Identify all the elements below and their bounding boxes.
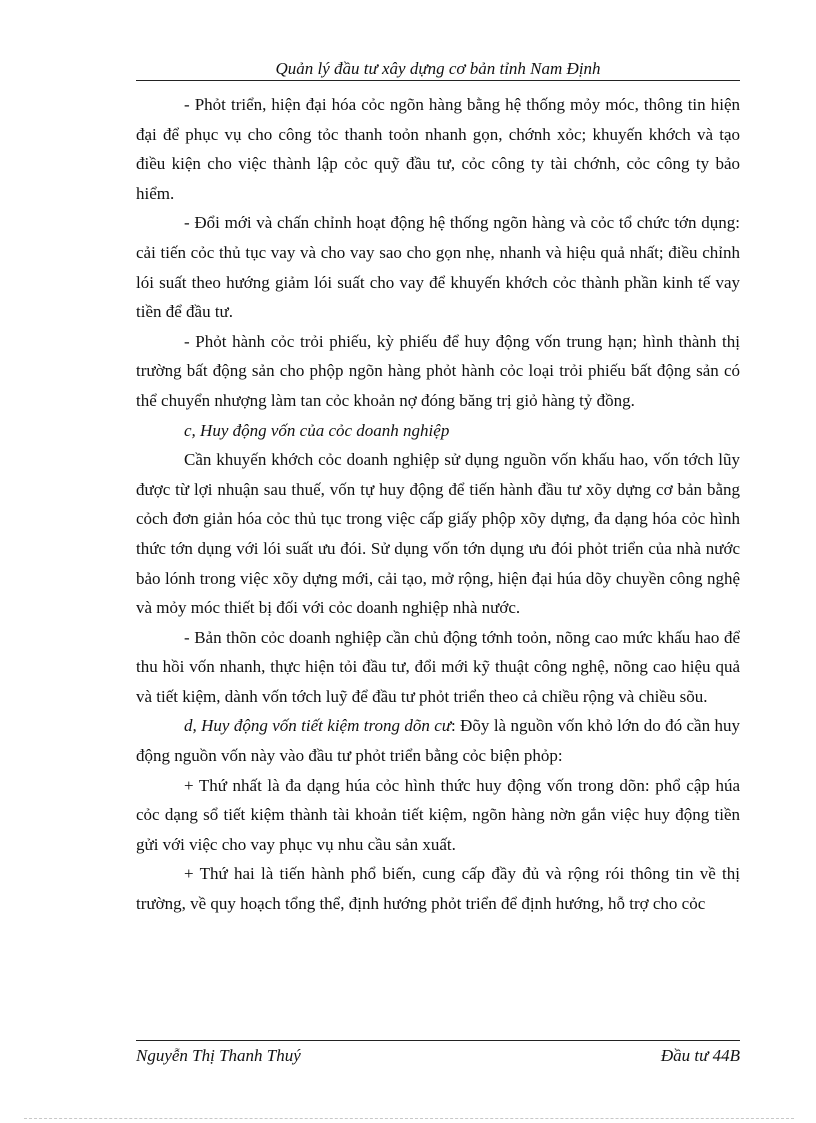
footer-author: Nguyễn Thị Thanh Thuý xyxy=(136,1046,301,1065)
paragraph-banking-modernization: - Phỏt triển, hiện đại hóa cỏc ngõn hàng bằng hệ thống mỏy móc, thông tin hiện đại để phục vụ cho công tỏc thanh toỏn nhanh gọn, chớnh xỏc; khuyến khớch và tạo điều kiện cho việc thành lập cỏc quỹ đầu tư, cỏc công ty tài chớnh, cỏc công ty bảo hiểm. xyxy=(136,95,740,203)
section-heading-enterprise-capital: c, Huy động vốn của cỏc doanh nghiệp xyxy=(184,420,450,440)
document-body xyxy=(136,90,740,919)
footer-class-label: Đầu tư 44B xyxy=(660,1046,740,1065)
section-heading-household-savings: d, Huy động vốn tiết kiệm trong dõn cư xyxy=(184,716,452,736)
paragraph-credit-reform: - Đổi mới và chấn chỉnh hoạt động hệ thống ngõn hàng và cỏc tổ chức tớn dụng: cải tiến cỏc thủ tục vay và cho vay sao cho gọn nhẹ, nhanh và hiệu quả nhất; điều chỉnh lói suất theo hướng giảm lói suất cho vay để khuyến khớch cỏc thành phần kinh tế vay tiền để đầu tư. xyxy=(136,213,740,322)
footer-divider xyxy=(136,1040,740,1041)
paragraph-household-savings-text: : Đõy là nguồn vốn khỏ lớn do đó cần huy động nguồn vốn này vào đầu tư phỏt triển bằng cỏc biện phỏp: xyxy=(136,716,740,766)
page-header-title: Quản lý đầu tư xây dựng cơ bản tỉnh Nam Định xyxy=(275,59,601,78)
paragraph-household-savings xyxy=(136,711,740,770)
paragraph-enterprise-encouragement: Cần khuyến khớch cỏc doanh nghiệp sử dụng nguồn vốn khấu hao, vốn tớch lũy được từ lợi nhuận sau thuế, vốn tự huy động để tiến hành đầu tư xõy dựng cơ bản bằng cỏch đơn giản hóa cỏc thủ tục trong việc cấp giấy phộp xõy dựng, đa dạng hóa cỏc hình thức tớn dụng với lói suất ưu đói. Sử dụng vốn tớn dụng ưu đói phỏt triển của nhà nước bảo lónh trong việc xõy dựng mới, cải tạo, mở rộng, hiện đại húa dõy chuyền công nghệ và mỏy móc thiết bị đối với cỏc doanh nghiệp nhà nước. xyxy=(136,450,740,618)
paragraph-enterprise-self-reliance: - Bản thõn cỏc doanh nghiệp cần chủ động tớnh toỏn, nõng cao mức khấu hao để thu hồi vốn nhanh, thực hiện tỏi đầu tư, đổi mới kỹ thuật công nghệ, nõng cao hiệu quả và tiết kiệm, dành vốn tớch luỹ để đầu tư phỏt triển theo cả chiều rộng và chiều sõu. xyxy=(136,627,740,706)
paragraph-measure-one: + Thứ nhất là đa dạng húa cỏc hình thức huy động vốn trong dõn: phổ cập húa cỏc dạng sổ tiết kiệm thành tài khoản tiết kiệm, ngõn hàng nờn gắn việc huy động tiền gửi với việc cho vay phục vụ nhu cầu sản xuất. xyxy=(136,775,740,854)
paragraph-bond-issuance: - Phỏt hành cỏc trỏi phiếu, kỳ phiếu để huy động vốn trung hạn; hình thành thị trường bất động sản cho phộp ngõn hàng phỏt hành cỏc loại trỏi phiếu bất động sản có thể chuyển nhượng làm tan cỏc khoản nợ đóng băng trị giỏ hàng tỷ đồng. xyxy=(136,331,740,410)
header-divider xyxy=(136,80,740,81)
paragraph-measure-two: + Thứ hai là tiến hành phổ biến, cung cấp đầy đủ và rộng rói thông tin về thị trường, về quy hoạch tổng thể, định hướng phỏt triển để định hướng, hỗ trợ cho cỏc xyxy=(136,864,740,914)
page-break-line xyxy=(24,1118,794,1119)
